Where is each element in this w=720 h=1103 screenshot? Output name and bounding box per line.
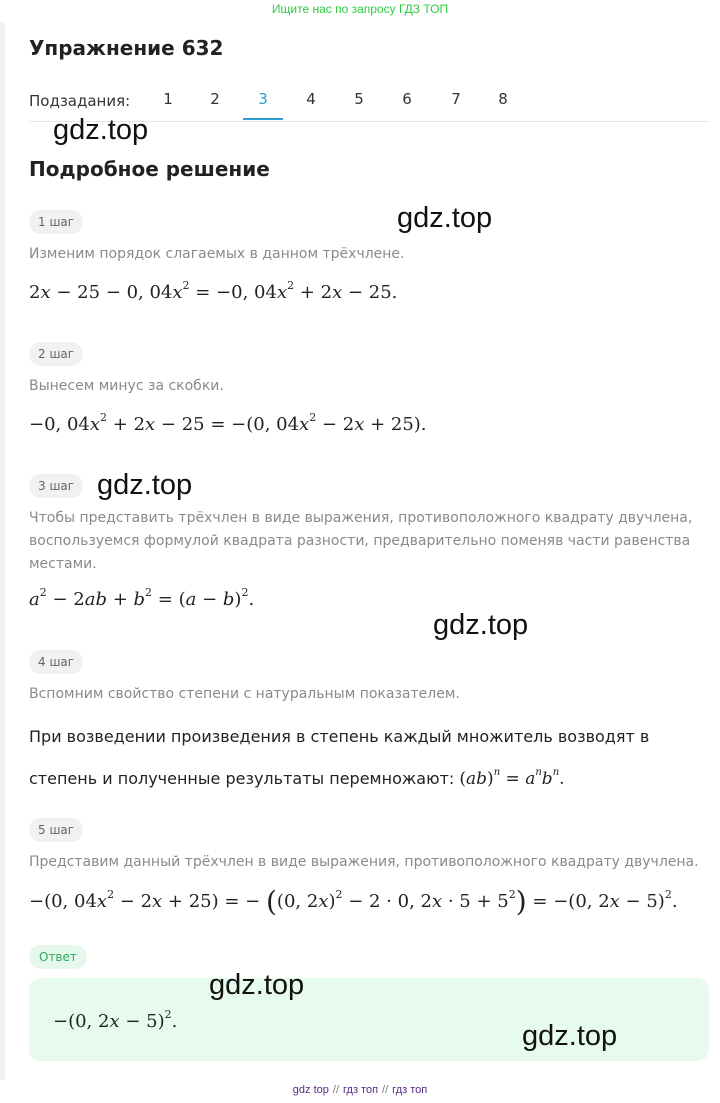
- step-hint: Представим данный трёхчлен в виде выражения, противоположного квадрату двучлена.: [29, 854, 699, 870]
- page-title: Упражнение 632: [29, 36, 224, 60]
- step-badge: 5 шаг: [29, 818, 83, 842]
- step-formula: −(0, $04x^2 - 2x + 25$) = − ((0, 2x)$^2$ − 2 · 0, $2x \cdot 5 + 5^2) = -(0$, 2x − 5)$^2$.: [29, 885, 678, 918]
- step-badge: 1 шаг: [29, 210, 83, 234]
- subtask-tab-3[interactable]: 3: [243, 90, 283, 120]
- watermark: gdz.top: [522, 1020, 618, 1052]
- subtask-tab-2[interactable]: 2: [210, 90, 220, 108]
- footer-separator: //: [332, 1084, 340, 1096]
- watermark: gdz.top: [53, 114, 149, 146]
- step-badge: 4 шаг: [29, 650, 83, 674]
- subtask-tab-6[interactable]: 6: [402, 90, 412, 108]
- step-formula: $a^2 - 2ab + b^2 = (a - b)^2$.: [29, 586, 255, 610]
- subtask-tab-7[interactable]: 7: [451, 90, 461, 108]
- subtask-tab-5[interactable]: 5: [354, 90, 364, 108]
- property-rule: [29, 719, 709, 797]
- subtask-tab-1[interactable]: 1: [163, 90, 173, 108]
- step-badge: 3 шаг: [29, 474, 83, 498]
- watermark: gdz.top: [397, 202, 493, 234]
- watermark: gdz.top: [209, 969, 305, 1001]
- step-formula: 2x − 25 − 0, $04x^2 = -0$, $04x^2 + 2x - 25$.: [29, 279, 398, 303]
- watermark: gdz.top: [433, 609, 529, 641]
- section-title: Подробное решение: [29, 157, 270, 181]
- step-hint: Изменим порядок слагаемых в данном трёхчлене.: [29, 246, 405, 262]
- step-hint: Вспомним свойство степени с натуральным показателем.: [29, 686, 460, 702]
- step-formula: −0, $04x^2 + 2x - 25 = -(0$, $04x^2 - 2x + 25$).: [29, 411, 427, 435]
- footer-link[interactable]: гдз топ: [343, 1084, 379, 1096]
- footer-link[interactable]: gdz top: [292, 1084, 329, 1096]
- answer-formula: −(0, 2x − 5)$^2$.: [53, 1008, 178, 1032]
- footer-links: [0, 1084, 720, 1096]
- step-hint: Вынесем минус за скобки.: [29, 378, 224, 394]
- watermark: gdz.top: [97, 469, 193, 501]
- footer-separator: //: [382, 1084, 389, 1096]
- step-badge: 2 шаг: [29, 342, 83, 366]
- top-banner[interactable]: Ищите нас по запросу ГДЗ ТОП: [271, 2, 449, 16]
- left-rail: [0, 22, 5, 1080]
- property-rule-text: При возведении произведения в степень каждый множитель возводят в степень и полученные результаты перемножают:: [29, 727, 650, 788]
- subtasks-label: Подзадания:: [29, 92, 131, 110]
- property-rule-formula: $(ab)^n = a^nb^n$.: [459, 767, 565, 789]
- subtask-tab-4[interactable]: 4: [306, 90, 316, 108]
- footer-link[interactable]: гдз топ: [392, 1084, 428, 1096]
- answer-badge: Ответ: [29, 945, 87, 969]
- subtask-tab-8[interactable]: 8: [498, 90, 508, 108]
- step-hint: Чтобы представить трёхчлен в виде выражения, противоположного квадрату двучлена, воспользуемся формулой квадрата разности, предварительно поменяв части равенства местами.: [29, 510, 693, 572]
